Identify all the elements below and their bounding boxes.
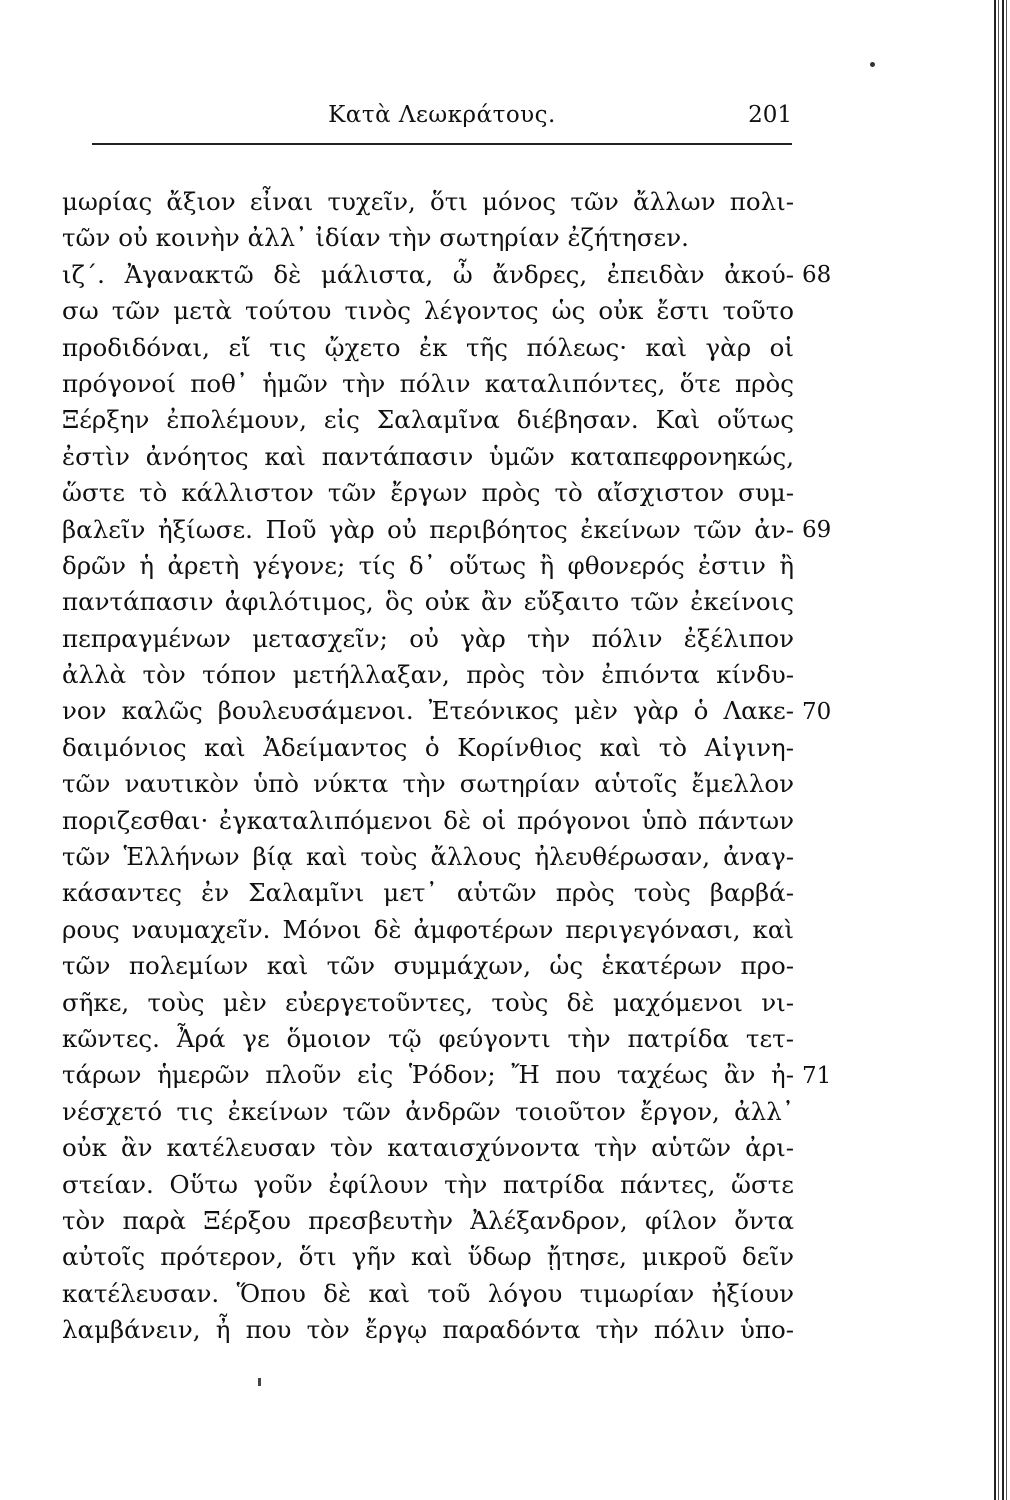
text-line: μωρίας ἄξιον εἶναι τυχεῖν, ὅτι μόνος τῶν ἄλλων πολι- [62,187,794,216]
text-line: νον καλῶς βουλευσάμενοι. Ἐτεόνικος μὲν γὰρ ὁ Λακε- [62,696,794,726]
header-rule [92,143,792,145]
text-line: Ξέρξην ἐπολέμουν, εἰς Σαλαμῖνα διέβησαν. Καὶ οὕτως [62,405,794,435]
margin-section-number: 70 [802,698,832,725]
speck-mark [870,62,875,67]
text-line: προδιδόναι, εἴ τις ᾤχετο ἐκ τῆς πόλεως· καὶ γὰρ οἱ [62,332,794,362]
text-line: πρόγονοί ποθ᾽ ἡμῶν τὴν πόλιν καταλιπόντες, ὅτε πρὸς [62,368,794,398]
text-line: αὐτοῖς πρότερον, ὅτι γῆν καὶ ὕδωρ ᾔτησε, μικροῦ δεῖν [62,1242,794,1272]
text-line: νέσχετό τις ἐκείνων τῶν ἀνδρῶν τοιοῦτον ἔργον, ἀλλ᾽ [62,1096,794,1126]
text-line: τῶν ναυτικὸν ὑπὸ νύκτα τὴν σωτηρίαν αὑτοῖς ἔμελλον [62,769,794,799]
text-line: κῶντες. Ἆρά γε ὅμοιον τῷ φεύγοντι τὴν πατρίδα τετ- [62,1023,794,1053]
margin-section-number: 69 [802,516,832,543]
body-text [62,184,794,1349]
text-line: λαμβάνειν, ἦ που τὸν ἔργῳ παραδόντα τὴν πόλιν ὑπο- [62,1315,794,1345]
text-line: ρους ναυμαχεῖν. Μόνοι δὲ ἀμφοτέρων περιγεγόνασι, καὶ [62,914,794,944]
text-line: παντάπασιν ἀφιλότιμος, ὃς οὐκ ἂν εὔξαιτο τῶν ἐκείνοις [62,587,794,617]
text-line: δρῶν ἡ ἀρετὴ γέγονε; τίς δ᾽ οὕτως ἢ φθονερός ἐστιν ἢ [62,550,794,580]
text-line: κάσαντες ἐν Σαλαμῖνι μετ᾽ αὑτῶν πρὸς τοὺς βαρβά- [62,878,794,908]
margin-section-number: 71 [802,1062,832,1089]
page-header [92,100,792,134]
text-line: τάρων ἡμερῶν πλοῦν εἰς Ῥόδον; Ἤ που ταχέως ἂν ἠ- [62,1060,794,1090]
text-line: ποριζεσθαι· ἐγκαταλιπόμενοι δὲ οἱ πρόγονοι ὑπὸ πάντων [62,805,794,835]
text-line: σῆκε, τοὺς μὲν εὐεργετοῦντες, τοὺς δὲ μαχόμενοι νι- [62,987,794,1017]
ink-mark [258,1378,261,1386]
text-line: δαιμόνιος καὶ Ἀδείμαντος ὁ Κορίνθιος καὶ τὸ Αἰγινη- [62,732,794,762]
text-line: τῶν πολεμίων καὶ τῶν συμμάχων, ὡς ἑκατέρων προ- [62,951,794,981]
page-number: 201 [748,102,792,128]
text-line: ἐστὶν ἀνόητος καὶ παντάπασιν ὑμῶν καταπεφρονηκώς, [62,441,794,471]
text-line: ιζ΄. Ἀγανακτῶ δὲ μάλιστα, ὦ ἄνδρες, ἐπειδὰν ἀκού- [62,259,794,289]
text-line: κατέλευσαν. Ὅπου δὲ καὶ τοῦ λόγου τιμωρίαν ἠξίουν [62,1278,794,1308]
text-line: τῶν Ἑλλήνων βίᾳ καὶ τοὺς ἄλλους ἠλευθέρωσαν, ἀναγ- [62,842,794,872]
text-line: τὸν παρὰ Ξέρξου πρεσβευτὴν Ἀλέξανδρον, φίλον ὄντα [62,1205,794,1235]
text-line: ὥστε τὸ κάλλιστον τῶν ἔργων πρὸς τὸ αἴσχιστον συμ- [62,478,794,508]
margin-section-number: 68 [802,261,832,288]
text-line: στείαν. Οὕτω γοῦν ἐφίλουν τὴν πατρίδα πάντες, ὥστε [62,1169,794,1199]
text-line: βαλεῖν ἠξίωσε. Ποῦ γὰρ οὐ περιβόητος ἐκείνων τῶν ἀν- [62,514,794,544]
text-line: ἀλλὰ τὸν τόπον μετήλλαξαν, πρὸς τὸν ἐπιόντα κίνδυ- [62,660,794,690]
page-edge [994,0,1010,1500]
text-line: οὐκ ἂν κατέλευσαν τὸν καταισχύνοντα τὴν αὑτῶν ἀρι- [62,1133,794,1163]
text-line: πεπραγμένων μετασχεῖν; οὐ γὰρ τὴν πόλιν ἐξέλιπον [62,623,794,653]
text-line: σω τῶν μετὰ τούτου τινὸς λέγοντος ὡς οὐκ ἔστι τοῦτο [62,296,794,326]
running-title: Κατὰ Λεωκράτους. [328,102,556,128]
text-line: τῶν οὐ κοινὴν ἀλλ᾽ ἰδίαν τὴν σωτηρίαν ἐζήτησεν. [62,223,689,253]
